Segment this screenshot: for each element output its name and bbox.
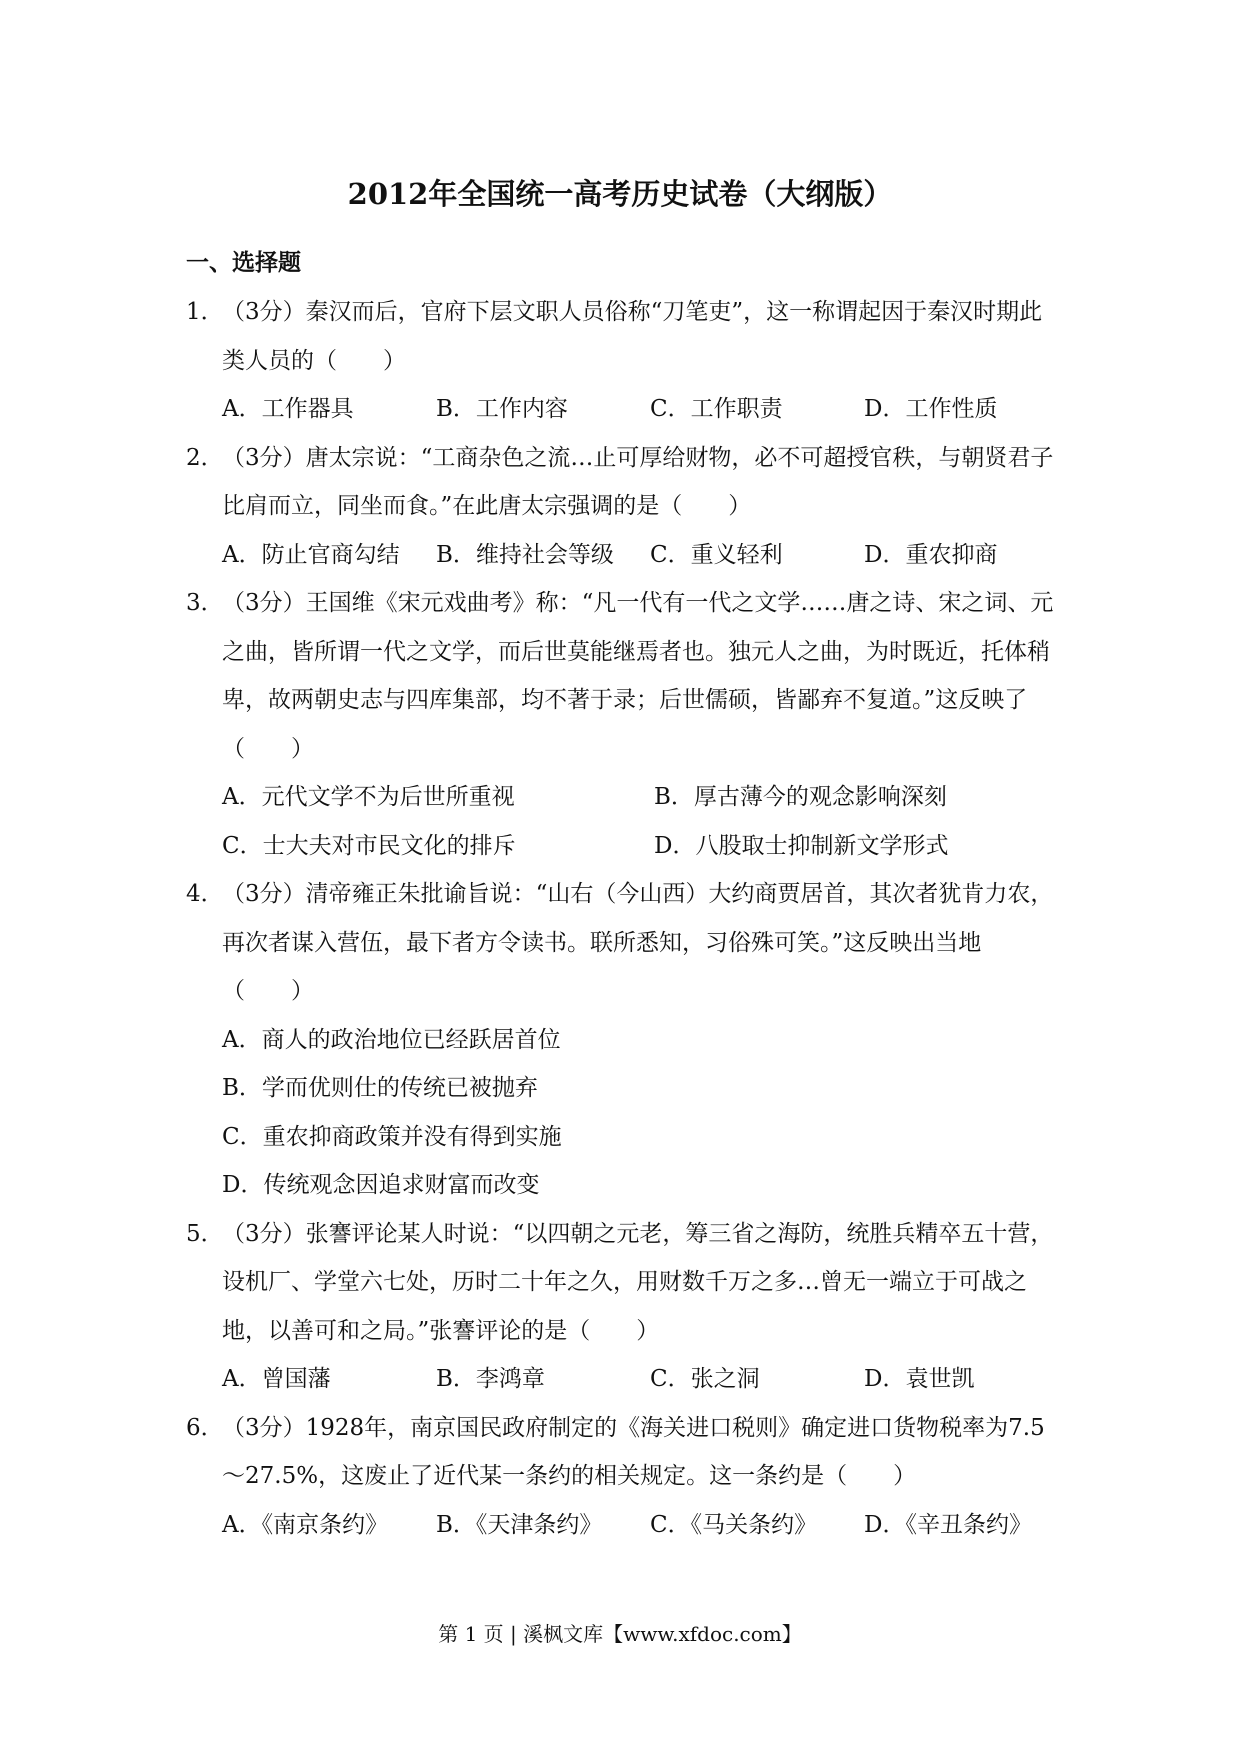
question-number: 3． — [186, 590, 224, 616]
question-stem: （3分）1928年，南京国民政府制定的《海关进口税则》确定进口货物税率为7.5～27.5%，这废止了近代某一条约的相关规定。这一条约是（ ） — [222, 1414, 1045, 1489]
question-stem: （3分）清帝雍正朱批谕旨说：“山右（今山西）大约商贾居首，其次者犹肯力农，再次者谋入营伍，最下者方令读书。联所悉知，习俗殊可笑。”这反映出当地（ ） — [222, 881, 1054, 1004]
option-a: A．元代文学不为后世所重视 — [222, 784, 515, 810]
option-c: C．士大夫对市民文化的排斥 — [222, 832, 516, 859]
option-b: B．李鸿章 — [436, 1366, 545, 1392]
option-b: B．工作内容 — [436, 396, 568, 422]
question-5 — [186, 1210, 1056, 1404]
option-list — [186, 773, 1056, 870]
option-list — [186, 1016, 1056, 1210]
option-a: A．曾国藩 — [222, 1366, 331, 1392]
question-number: 2． — [186, 444, 224, 471]
option-list — [186, 385, 1056, 434]
option-c: C．《马关条约》 — [650, 1511, 818, 1538]
option-list — [186, 1355, 1056, 1404]
option-a: A．防止官商勾结 — [222, 541, 400, 568]
option-c: C．重义轻利 — [650, 541, 783, 568]
question-stem: （3分）秦汉而后，官府下层文职人员俗称“刀笔吏”，这一称谓起因于秦汉时期此类人员的（ ） — [222, 299, 1043, 374]
page-footer: 第 1 页 | 溪枫文库【www.xfdoc.com】 — [438, 1622, 802, 1646]
option-b: B．学而优则仕的传统已被抛弃 — [222, 1075, 538, 1101]
option-a: A．商人的政治地位已经跃居首位 — [222, 1026, 561, 1053]
question-stem: （3分）王国维《宋元戏曲考》称：“凡一代有一代之文学……唐之诗、宋之词、元之曲，皆所谓一代之文学，而后世莫能继焉者也。独元人之曲，为时既近，托体稍卑，故两朝史志与四库集部，均不著于录；后世儒硕，皆鄙弃不复道。”这反映了（ ） — [222, 590, 1054, 762]
option-d: D．工作性质 — [864, 396, 998, 422]
option-d: D．《辛丑条约》 — [864, 1511, 1032, 1538]
option-b: B．维持社会等级 — [436, 541, 614, 568]
question-4 — [186, 870, 1056, 1210]
section-heading: 一、选择题 — [186, 249, 301, 276]
option-d: D．传统观念因追求财富而改变 — [222, 1172, 540, 1198]
option-a: A．工作器具 — [222, 396, 354, 422]
question-2 — [186, 434, 1056, 580]
question-6 — [186, 1404, 1056, 1550]
option-d: D．八股取士抑制新文学形式 — [654, 832, 949, 859]
question-number: 4． — [186, 881, 224, 907]
page-title: 2012年全国统一高考历史试卷（大纲版） — [347, 177, 893, 211]
option-list — [186, 531, 1056, 580]
question-stem: （3分）张謇评论某人时说：“以四朝之元老，筹三省之海防，统胜兵精卒五十营，设机厂、学堂六七处，历时二十年之久，用财数千万之多…曾无一端立于可战之地，以善可和之局。”张謇评论的是（ ） — [222, 1220, 1054, 1344]
option-c: C．工作职责 — [650, 396, 783, 422]
option-a: A．《南京条约》 — [222, 1511, 389, 1538]
option-d: D．重农抑商 — [864, 541, 998, 568]
question-list — [186, 288, 1056, 1549]
option-b: B．厚古薄今的观念影响深刻 — [654, 784, 947, 810]
question-3 — [186, 579, 1056, 870]
question-1 — [186, 288, 1056, 434]
question-number: 1． — [186, 299, 224, 325]
question-number: 5． — [186, 1220, 224, 1247]
question-stem: （3分）唐太宗说：“工商杂色之流…止可厚给财物，必不可超授官秩，与朝贤君子比肩而立，同坐而食。”在此唐太宗强调的是（ ） — [222, 444, 1054, 519]
option-d: D．袁世凯 — [864, 1366, 975, 1392]
question-number: 6． — [186, 1414, 224, 1441]
option-list — [186, 1501, 1056, 1550]
option-b: B．《天津条约》 — [436, 1511, 603, 1538]
option-c: C．张之洞 — [650, 1366, 760, 1392]
option-c: C．重农抑商政策并没有得到实施 — [222, 1123, 562, 1150]
